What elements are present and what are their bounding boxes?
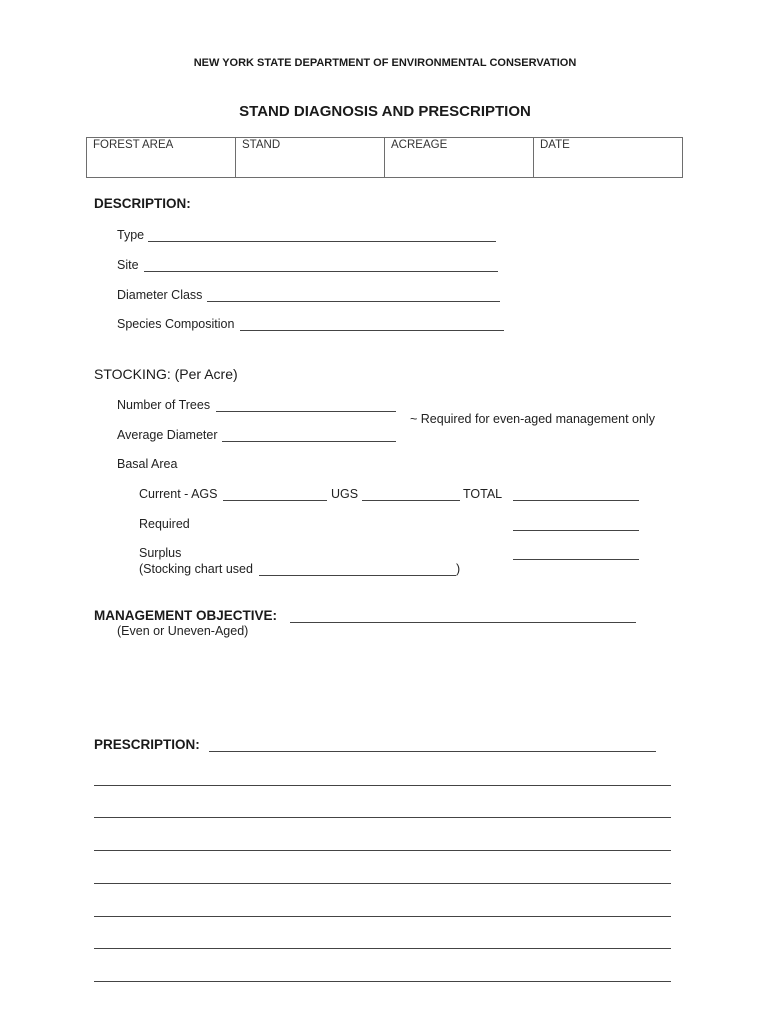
management-objective-heading: MANAGEMENT OBJECTIVE: (94, 608, 278, 623)
species-composition-label: Species Composition (117, 317, 235, 331)
prescription-line[interactable] (94, 948, 671, 949)
stocking-chart-close: ) (456, 562, 461, 576)
acreage-label: ACREAGE (391, 139, 448, 151)
prescription-line[interactable] (94, 785, 671, 786)
required-field[interactable] (513, 530, 639, 531)
stand-cell[interactable] (236, 138, 385, 178)
number-of-trees-field[interactable] (216, 411, 396, 412)
site-field[interactable] (144, 271, 498, 272)
stocking-chart-label: (Stocking chart used (139, 562, 253, 576)
surplus-label: Surplus (139, 546, 182, 560)
total-label: TOTAL (463, 487, 503, 501)
even-aged-note: ~ Required for even-aged management only (410, 412, 655, 426)
stand-label: STAND (242, 139, 281, 151)
surplus-field[interactable] (513, 559, 639, 560)
species-composition-field[interactable] (240, 330, 504, 331)
acreage-cell[interactable] (385, 138, 534, 178)
prescription-line[interactable] (94, 883, 671, 884)
date-label: DATE (540, 139, 570, 151)
stand-info-table (86, 137, 683, 178)
stocking-heading: STOCKING: (Per Acre) (94, 366, 238, 382)
ugs-label: UGS (331, 487, 359, 501)
prescription-line[interactable] (94, 850, 671, 851)
basal-area-label: Basal Area (117, 457, 178, 471)
prescription-line[interactable] (94, 817, 671, 818)
management-objective-subnote: (Even or Uneven-Aged) (117, 624, 249, 638)
required-label: Required (139, 517, 190, 531)
total-field[interactable] (513, 500, 639, 501)
type-field[interactable] (148, 241, 496, 242)
forest-area-cell[interactable] (87, 138, 236, 178)
forest-area-label: FOREST AREA (93, 139, 174, 151)
diameter-class-field[interactable] (207, 301, 500, 302)
prescription-heading: PRESCRIPTION: (94, 737, 200, 752)
agency-name: NEW YORK STATE DEPARTMENT OF ENVIRONMENTAL CONSERVATION (193, 57, 577, 69)
description-heading: DESCRIPTION: (94, 196, 191, 211)
average-diameter-label: Average Diameter (117, 428, 218, 442)
prescription-line[interactable] (94, 981, 671, 982)
stocking-chart-field[interactable] (259, 575, 456, 576)
number-of-trees-label: Number of Trees (117, 398, 211, 412)
current-ags-field[interactable] (223, 500, 327, 501)
current-ags-label: Current - AGS (139, 487, 218, 501)
management-objective-field[interactable] (290, 622, 636, 623)
prescription-field[interactable] (209, 751, 656, 752)
form-title: STAND DIAGNOSIS AND PRESCRIPTION (239, 103, 531, 120)
diameter-class-label: Diameter Class (117, 288, 203, 302)
ugs-field[interactable] (362, 500, 460, 501)
type-label: Type (117, 228, 145, 242)
date-cell[interactable] (534, 138, 683, 178)
average-diameter-field[interactable] (222, 441, 396, 442)
prescription-line[interactable] (94, 916, 671, 917)
site-label: Site (117, 258, 139, 272)
